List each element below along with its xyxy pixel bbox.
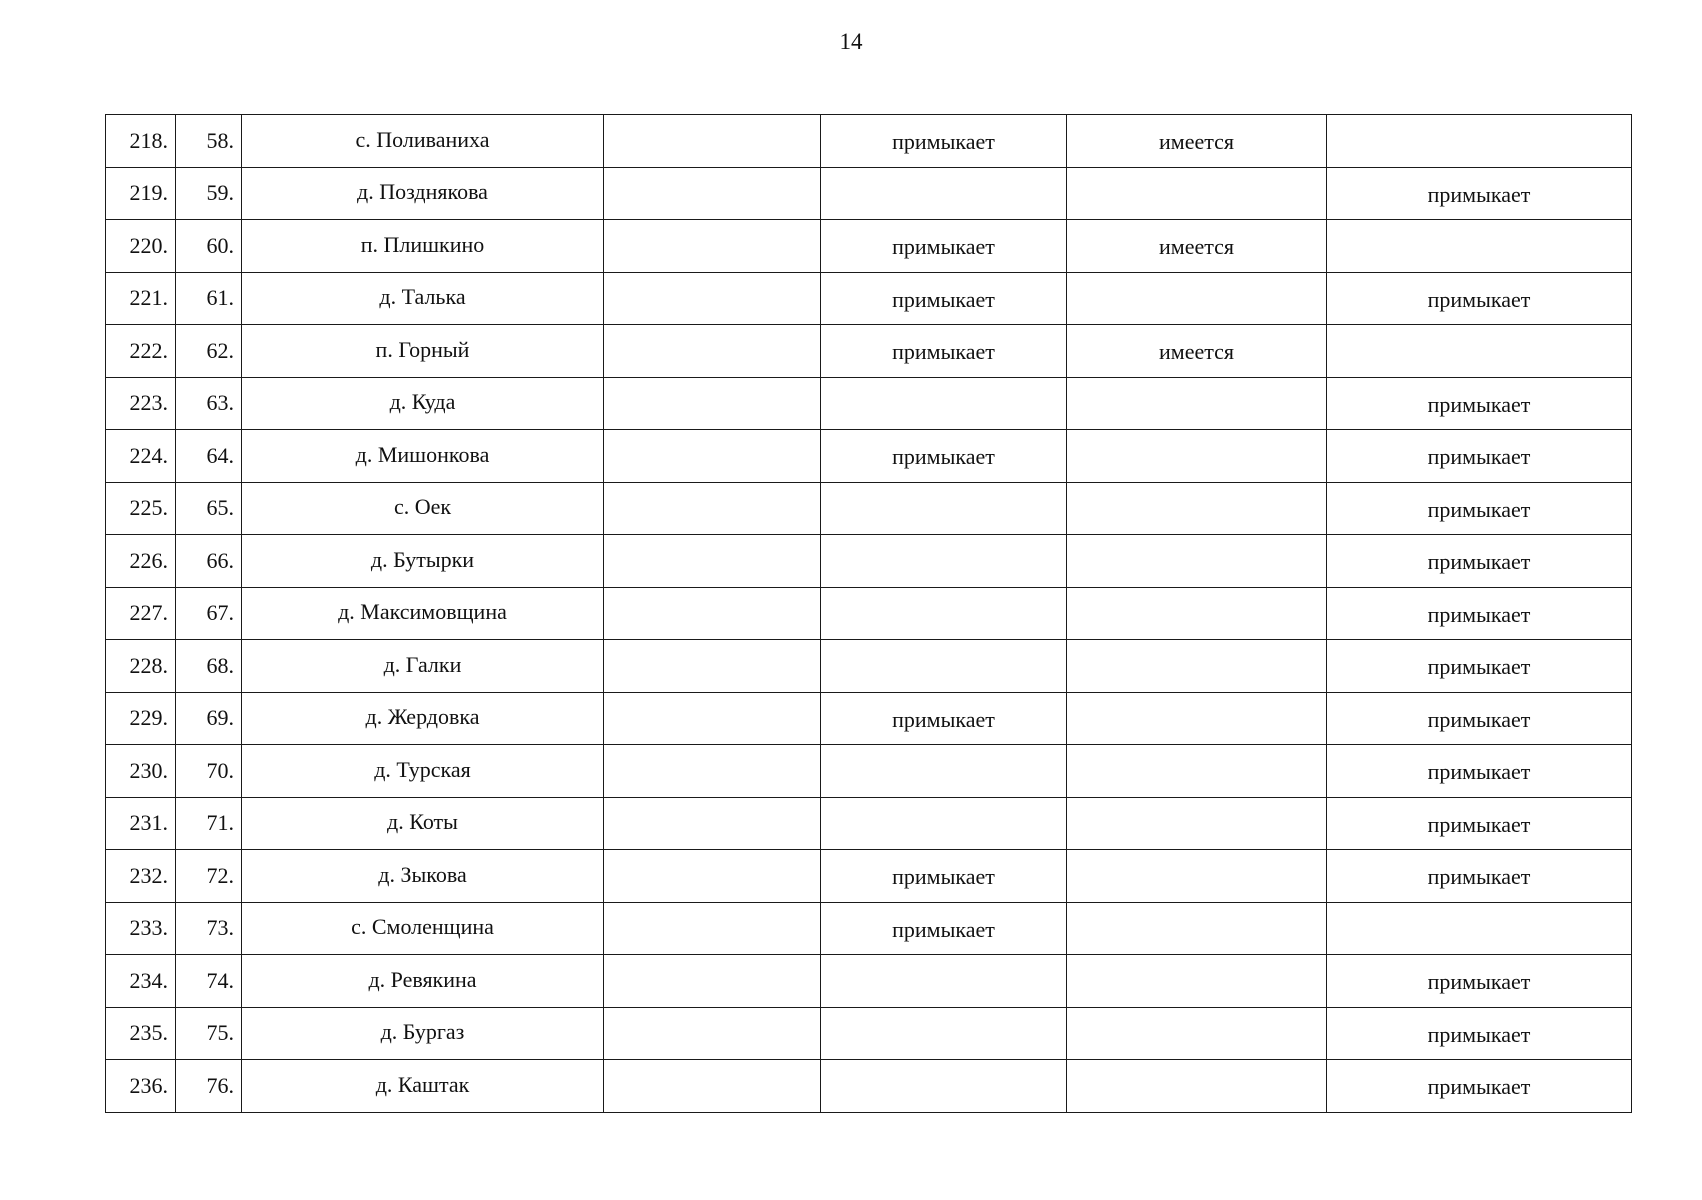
adjacency-secondary-cell [1327,220,1632,273]
adjacency-cell [821,167,1067,220]
adjacency-secondary-cell: примыкает [1327,535,1632,588]
table-row [106,115,1632,168]
availability-cell [1067,430,1327,483]
local-number-cell: 68. [176,640,242,693]
table-row [106,272,1632,325]
local-number-cell: 70. [176,745,242,798]
empty-column-cell [604,220,821,273]
row-number-cell: 227. [106,587,176,640]
empty-column-cell [604,377,821,430]
empty-column-cell [604,167,821,220]
local-number-cell: 59. [176,167,242,220]
availability-cell [1067,745,1327,798]
local-number-cell: 69. [176,692,242,745]
availability-cell [1067,797,1327,850]
local-number-cell: 66. [176,535,242,588]
settlement-name-cell: д. Коты [242,797,604,850]
empty-column-cell [604,797,821,850]
settlement-name-cell: д. Позднякова [242,167,604,220]
availability-cell [1067,482,1327,535]
empty-column-cell [604,1060,821,1113]
adjacency-secondary-cell: примыкает [1327,745,1632,798]
local-number-cell: 63. [176,377,242,430]
adjacency-cell: примыкает [821,692,1067,745]
local-number-cell: 74. [176,955,242,1008]
row-number-cell: 226. [106,535,176,588]
table-row [106,640,1632,693]
row-number-cell: 232. [106,850,176,903]
adjacency-secondary-cell: примыкает [1327,482,1632,535]
row-number-cell: 229. [106,692,176,745]
empty-column-cell [604,272,821,325]
empty-column-cell [604,587,821,640]
adjacency-cell [821,1007,1067,1060]
adjacency-cell [821,955,1067,1008]
adjacency-cell [821,797,1067,850]
adjacency-secondary-cell [1327,325,1632,378]
local-number-cell: 72. [176,850,242,903]
availability-cell [1067,850,1327,903]
settlement-name-cell: д. Максимовщина [242,587,604,640]
table-row [106,797,1632,850]
settlement-name-cell: п. Плишкино [242,220,604,273]
table-body [106,115,1632,1113]
adjacency-cell: примыкает [821,115,1067,168]
row-number-cell: 219. [106,167,176,220]
local-number-cell: 65. [176,482,242,535]
row-number-cell: 220. [106,220,176,273]
local-number-cell: 58. [176,115,242,168]
settlement-name-cell: д. Мишонкова [242,430,604,483]
table-row [106,325,1632,378]
table-row [106,1007,1632,1060]
adjacency-cell: примыкает [821,850,1067,903]
table-row [106,587,1632,640]
adjacency-cell [821,482,1067,535]
availability-cell [1067,1007,1327,1060]
page-number: 14 [839,29,863,54]
availability-cell [1067,535,1327,588]
availability-cell [1067,640,1327,693]
adjacency-cell [821,587,1067,640]
adjacency-cell: примыкает [821,325,1067,378]
local-number-cell: 75. [176,1007,242,1060]
settlement-name-cell: д. Зыкова [242,850,604,903]
row-number-cell: 236. [106,1060,176,1113]
local-number-cell: 73. [176,902,242,955]
empty-column-cell [604,850,821,903]
settlement-name-cell: п. Горный [242,325,604,378]
settlement-name-cell: с. Смоленщина [242,902,604,955]
local-number-cell: 62. [176,325,242,378]
settlement-name-cell: д. Ревякина [242,955,604,1008]
local-number-cell: 61. [176,272,242,325]
settlement-name-cell: д. Бутырки [242,535,604,588]
empty-column-cell [604,430,821,483]
table-row [106,482,1632,535]
adjacency-secondary-cell: примыкает [1327,1060,1632,1113]
empty-column-cell [604,692,821,745]
adjacency-secondary-cell: примыкает [1327,272,1632,325]
local-number-cell: 60. [176,220,242,273]
settlement-name-cell: д. Жердовка [242,692,604,745]
adjacency-cell [821,535,1067,588]
row-number-cell: 231. [106,797,176,850]
availability-cell [1067,167,1327,220]
table-row [106,220,1632,273]
table-row [106,902,1632,955]
row-number-cell: 222. [106,325,176,378]
row-number-cell: 233. [106,902,176,955]
adjacency-cell: примыкает [821,272,1067,325]
settlement-name-cell: с. Оек [242,482,604,535]
local-number-cell: 76. [176,1060,242,1113]
empty-column-cell [604,640,821,693]
availability-cell [1067,587,1327,640]
availability-cell [1067,902,1327,955]
empty-column-cell [604,482,821,535]
settlement-name-cell: д. Куда [242,377,604,430]
empty-column-cell [604,535,821,588]
table-row [106,692,1632,745]
adjacency-secondary-cell: примыкает [1327,640,1632,693]
table-row [106,955,1632,1008]
adjacency-secondary-cell: примыкает [1327,797,1632,850]
row-number-cell: 234. [106,955,176,1008]
row-number-cell: 223. [106,377,176,430]
row-number-cell: 228. [106,640,176,693]
availability-cell [1067,272,1327,325]
adjacency-cell [821,1060,1067,1113]
table-row [106,430,1632,483]
adjacency-cell: примыкает [821,220,1067,273]
settlement-name-cell: д. Турская [242,745,604,798]
local-number-cell: 71. [176,797,242,850]
adjacency-secondary-cell: примыкает [1327,167,1632,220]
settlement-name-cell: д. Бургаз [242,1007,604,1060]
adjacency-cell: примыкает [821,430,1067,483]
adjacency-secondary-cell: примыкает [1327,587,1632,640]
empty-column-cell [604,955,821,1008]
availability-cell: имеется [1067,220,1327,273]
availability-cell [1067,955,1327,1008]
adjacency-cell [821,377,1067,430]
row-number-cell: 218. [106,115,176,168]
availability-cell [1067,692,1327,745]
empty-column-cell [604,745,821,798]
table-row [106,745,1632,798]
availability-cell: имеется [1067,325,1327,378]
empty-column-cell [604,115,821,168]
empty-column-cell [604,902,821,955]
adjacency-secondary-cell [1327,902,1632,955]
adjacency-cell: примыкает [821,902,1067,955]
row-number-cell: 221. [106,272,176,325]
row-number-cell: 225. [106,482,176,535]
availability-cell [1067,377,1327,430]
table-row [106,377,1632,430]
adjacency-secondary-cell: примыкает [1327,692,1632,745]
settlement-name-cell: с. Поливаниха [242,115,604,168]
row-number-cell: 230. [106,745,176,798]
availability-cell [1067,1060,1327,1113]
settlement-name-cell: д. Талька [242,272,604,325]
table-row [106,535,1632,588]
adjacency-secondary-cell: примыкает [1327,850,1632,903]
adjacency-secondary-cell [1327,115,1632,168]
adjacency-secondary-cell: примыкает [1327,1007,1632,1060]
local-number-cell: 64. [176,430,242,483]
empty-column-cell [604,325,821,378]
availability-cell: имеется [1067,115,1327,168]
adjacency-secondary-cell: примыкает [1327,955,1632,1008]
local-number-cell: 67. [176,587,242,640]
table-row [106,850,1632,903]
adjacency-cell [821,745,1067,798]
settlement-table [105,114,1632,1113]
row-number-cell: 224. [106,430,176,483]
settlement-name-cell: д. Каштак [242,1060,604,1113]
table-row [106,167,1632,220]
settlement-name-cell: д. Галки [242,640,604,693]
empty-column-cell [604,1007,821,1060]
adjacency-secondary-cell: примыкает [1327,377,1632,430]
row-number-cell: 235. [106,1007,176,1060]
adjacency-cell [821,640,1067,693]
table-row [106,1060,1632,1113]
adjacency-secondary-cell: примыкает [1327,430,1632,483]
